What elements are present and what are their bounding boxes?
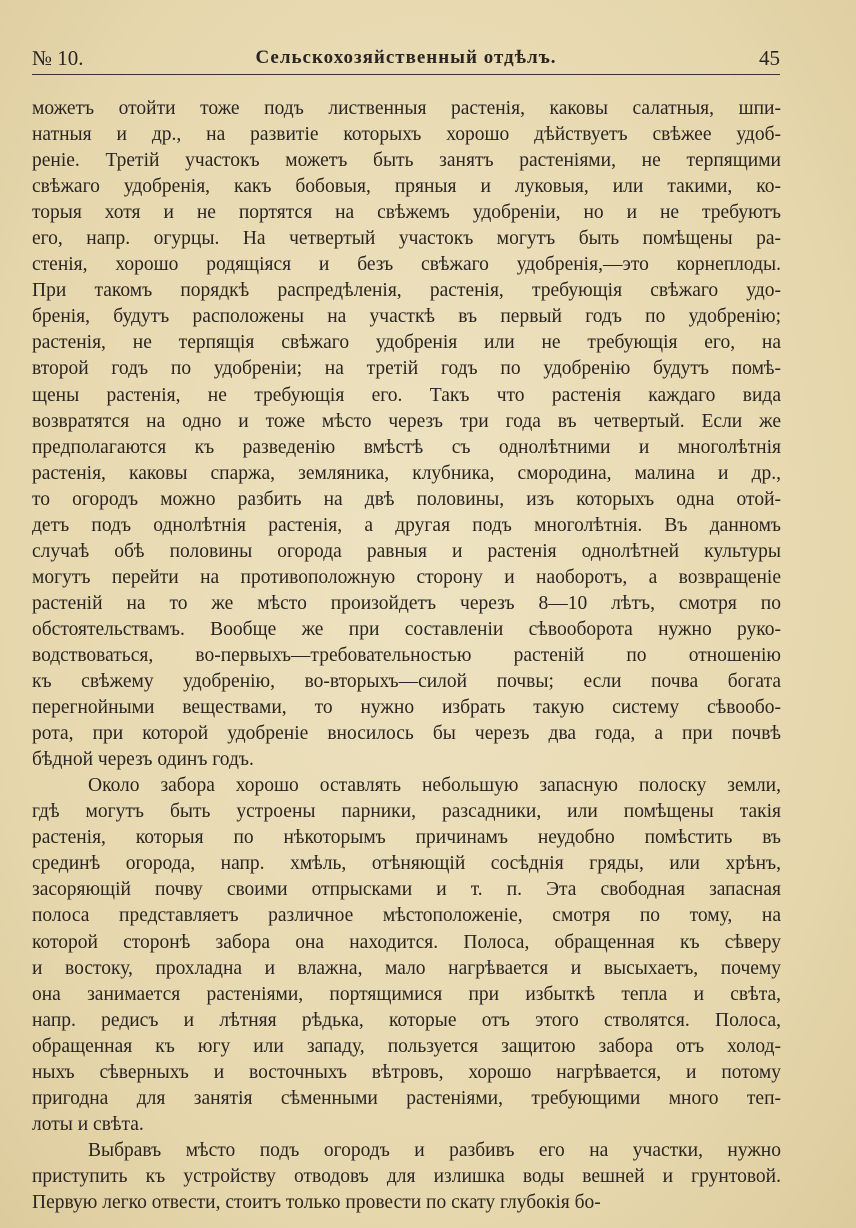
- text-line: засоряющій почву своими отпрысками и т. п. Эта свободная запасная: [32, 879, 781, 901]
- text-line: то огородъ можно разбить на двѣ половины, изъ которыхъ одна отой-: [32, 488, 781, 510]
- paragraph: [32, 1138, 781, 1216]
- text-line: случаѣ обѣ половины огорода равныя и растенія однолѣтней культуры: [32, 540, 781, 562]
- text-line: рота, при которой удобреніе вносилось бы черезъ два года, а при почвѣ: [32, 723, 781, 745]
- text-line: пригодна для занятія сѣменными растеніями, требующими много теп-: [32, 1087, 781, 1109]
- text-line: Около забора хорошо оставлять небольшую запасную полоску земли,: [88, 775, 781, 797]
- paragraph: [32, 96, 781, 773]
- text-line: бренія, будутъ расположены на участкѣ въ первый годъ по удобренію;: [32, 306, 781, 328]
- article-body: [32, 96, 781, 1216]
- text-line: второй годъ по удобреніи; на третій годъ по удобренію будутъ помѣ-: [32, 358, 781, 380]
- section-title: Сельскохозяйственный отдѣлъ.: [255, 47, 557, 68]
- text-line: щены растенія, не требующія его. Такъ что растенія каждаго вида: [32, 384, 781, 406]
- text-line: Выбравъ мѣсто подъ огородъ и разбивъ его на участки, нужно: [88, 1139, 781, 1161]
- text-line: бѣдной черезъ одинъ годъ.: [32, 749, 254, 771]
- issue-number: № 10.: [32, 46, 84, 70]
- text-line: водствоваться, во-первыхъ—требовательностью растеній по отношенію: [32, 644, 781, 666]
- text-line: лоты и свѣта.: [32, 1113, 144, 1135]
- text-line: растенія, каковы спаржа, земляника, клубника, смородина, малина и др.,: [32, 462, 781, 484]
- text-line: возвратятся на одно и тоже мѣсто черезъ три года въ четвертый. Если же: [32, 410, 781, 432]
- text-line: къ свѣжему удобренію, во-вторыхъ—силой почвы; если почва богата: [32, 671, 781, 693]
- text-line: гдѣ могутъ быть устроены парники, разсадники, или помѣщены такія: [32, 801, 781, 823]
- text-line: натныя и др., на развитіе которыхъ хорошо дѣйствуетъ свѣжее удоб-: [32, 124, 781, 146]
- text-line: которой сторонѣ забора она находится. Полоса, обращенная къ сѣверу: [32, 931, 781, 953]
- text-line: могутъ перейти на противоположную сторону и наоборотъ, а возвращеніе: [32, 566, 781, 588]
- page-number: 45: [759, 46, 780, 70]
- text-line: растеній на то же мѣсто произойдетъ черезъ 8—10 лѣтъ, смотря по: [32, 592, 781, 614]
- text-line: срединѣ огорода, напр. хмѣль, отѣняющій сосѣднія гряды, или хрѣнъ,: [32, 853, 781, 875]
- text-line: торыя хотя и не портятся на свѣжемъ удобреніи, но и не требуютъ: [32, 202, 781, 224]
- text-line: растенія, не терпящія свѣжаго удобренія или не требующія его, на: [32, 332, 781, 354]
- text-line: напр. редисъ и лѣтняя рѣдька, которые отъ этого стволятся. Полоса,: [32, 1009, 781, 1031]
- text-line: приступить къ устройству отводовъ для излишка воды вешней и грунтовой.: [32, 1165, 781, 1187]
- text-line: растенія, которыя по нѣкоторымъ причинамъ неудобно помѣстить въ: [32, 827, 781, 849]
- text-line: стенія, хорошо родящіяся и безъ свѣжаго удобренія,—это корнеплоды.: [32, 254, 781, 276]
- page-header: [32, 44, 780, 75]
- text-line: обстоятельствамъ. Вообще же при составленіи сѣвооборота нужно руко-: [32, 618, 781, 640]
- text-line: ныхъ сѣверныхъ и восточныхъ вѣтровъ, хорошо нагрѣвается, и потому: [32, 1061, 781, 1083]
- paragraph: [32, 773, 781, 1138]
- text-line: Первую легко отвести, стоитъ только провести по скату глубокія бо-: [32, 1191, 601, 1213]
- text-line: и востоку, прохладна и влажна, мало нагрѣвается и высыхаетъ, почему: [32, 957, 781, 979]
- text-line: При такомъ порядкѣ распредѣленія, растенія, требующія свѣжаго удо-: [32, 280, 781, 302]
- text-line: она занимается растеніями, портящимися при избыткѣ тепла и свѣта,: [32, 983, 781, 1005]
- text-line: полоса представляетъ различное мѣстоположеніе, смотря по тому, на: [32, 905, 781, 927]
- text-line: реніе. Третій участокъ можетъ быть занятъ растеніями, не терпящими: [32, 150, 781, 172]
- text-line: обращенная къ югу или западу, пользуется защитою забора отъ холод-: [32, 1035, 781, 1057]
- text-line: его, напр. огурцы. На четвертый участокъ могутъ быть помѣщены ра-: [32, 228, 781, 250]
- text-line: свѣжаго удобренія, какъ бобовыя, пряныя и луковыя, или такими, ко-: [32, 176, 781, 198]
- text-line: перегнойными веществами, то нужно избрать такую систему сѣвообо-: [32, 697, 781, 719]
- text-line: можетъ отойти тоже подъ лиственныя растенія, каковы салатныя, шпи-: [32, 98, 781, 119]
- text-line: детъ подъ однолѣтнія растенія, а другая подъ многолѣтнія. Въ данномъ: [32, 514, 781, 536]
- text-line: предполагаются къ разведенію вмѣстѣ съ однолѣтними и многолѣтнія: [32, 436, 781, 458]
